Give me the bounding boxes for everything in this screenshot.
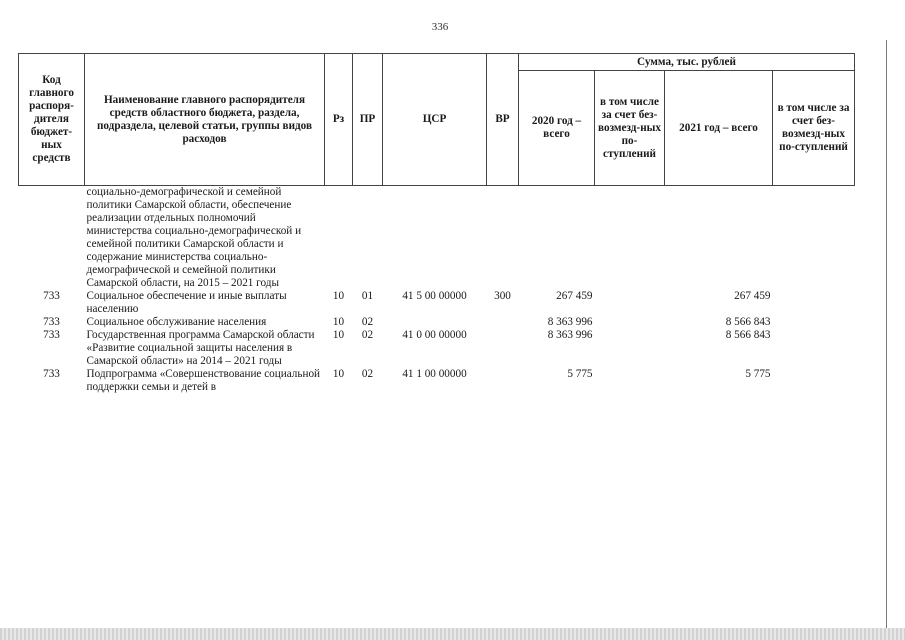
cell-pr: 02 <box>361 316 374 328</box>
cell-2021-incl <box>773 290 855 316</box>
cell-2021-total: 8 566 843 <box>725 316 771 328</box>
cell-2020-incl <box>595 186 665 291</box>
header-name: Наименование главного распорядителя средств областного бюджета, раздела, подраздела, целевой статьи, группы видов расходов <box>85 54 325 186</box>
table-row <box>19 186 855 291</box>
cell-2020-total: 8 363 996 <box>547 329 593 341</box>
cell-2020-total: 267 459 <box>556 290 593 302</box>
cell-rz: 10 <box>332 316 345 328</box>
cell-csr <box>383 316 487 329</box>
cell-code: 733 <box>43 329 60 341</box>
cell-2020-total: 8 363 996 <box>547 316 593 328</box>
cell-csr: 41 5 00 00000 <box>402 290 467 302</box>
table-row <box>19 290 855 316</box>
cell-2021-total: 267 459 <box>734 290 771 302</box>
cell-2020-incl <box>595 329 665 368</box>
header-rz: Рз <box>325 54 353 186</box>
cell-pr <box>353 186 383 291</box>
cell-code: 733 <box>43 316 60 328</box>
header-csr: ЦСР <box>383 54 487 186</box>
cell-2021-total: 5 775 <box>745 368 771 380</box>
header-2021-total: 2021 год – всего <box>665 71 773 186</box>
cell-2021-incl <box>773 368 855 394</box>
cell-vr <box>487 316 519 329</box>
cell-vr <box>487 329 519 368</box>
cell-2020-total <box>519 186 595 291</box>
cell-2020-total: 5 775 <box>567 368 593 380</box>
table-row <box>19 329 855 368</box>
cell-pr: 02 <box>361 368 374 380</box>
cell-pr: 02 <box>361 329 374 341</box>
cell-rz: 10 <box>332 368 345 380</box>
cell-name: Государственная программа Самарской области «Развитие социальной защиты населения в Самарской области» на 2014 – 2021 годы <box>86 329 315 367</box>
cell-2020-incl <box>595 368 665 394</box>
cell-vr <box>487 368 519 394</box>
table-row <box>19 368 855 394</box>
cell-2020-incl <box>595 316 665 329</box>
cell-name: Подпрограмма «Совершенствование социальной поддержки семьи и детей в <box>86 368 321 393</box>
cell-name: Социальное обеспечение и иные выплаты населению <box>86 290 287 315</box>
cell-2021-total <box>665 186 773 291</box>
cell-code: 733 <box>43 368 60 380</box>
cell-csr <box>383 186 487 291</box>
cell-2020-incl <box>595 290 665 316</box>
cell-vr <box>487 186 519 291</box>
cell-2021-incl <box>773 329 855 368</box>
header-2020-total: 2020 год – всего <box>519 71 595 186</box>
budget-table <box>18 53 855 394</box>
cell-rz <box>325 186 353 291</box>
page-number: 336 <box>431 21 449 33</box>
cell-2021-incl <box>773 186 855 291</box>
header-2021-incl: в том числе за счет без-возмезд-ных по-ступлений <box>773 71 855 186</box>
cell-csr: 41 0 00 00000 <box>402 329 467 341</box>
scan-bottom-band <box>0 628 905 640</box>
table-row <box>19 316 855 329</box>
cell-code: 733 <box>43 290 60 302</box>
cell-2021-total: 8 566 843 <box>725 329 771 341</box>
cell-2021-incl <box>773 316 855 329</box>
header-code: Код главного распоря-дителя бюджет-ных средств <box>19 54 85 186</box>
scan-edge-line <box>886 40 887 630</box>
cell-name: социально-демографической и семейной политики Самарской области, обеспечение реализации отдельных полномочий министерства социально-демографической и семейной политики Самарской области и содержание министерства социально-демографической и семейной политики Самарской области, на 2015 – 2021 годы <box>86 186 302 289</box>
header-sum-group: Сумма, тыс. рублей <box>519 54 855 71</box>
cell-name: Социальное обслуживание населения <box>86 316 267 328</box>
header-vr: ВР <box>487 54 519 186</box>
cell-csr: 41 1 00 00000 <box>402 368 467 380</box>
cell-vr: 300 <box>494 290 511 302</box>
header-2020-incl: в том числе за счет без-возмезд-ных по-ступлений <box>595 71 665 186</box>
cell-rz: 10 <box>332 329 345 341</box>
cell-rz: 10 <box>332 290 345 302</box>
cell-pr: 01 <box>361 290 374 302</box>
header-pr: ПР <box>353 54 383 186</box>
cell-code <box>19 186 85 291</box>
